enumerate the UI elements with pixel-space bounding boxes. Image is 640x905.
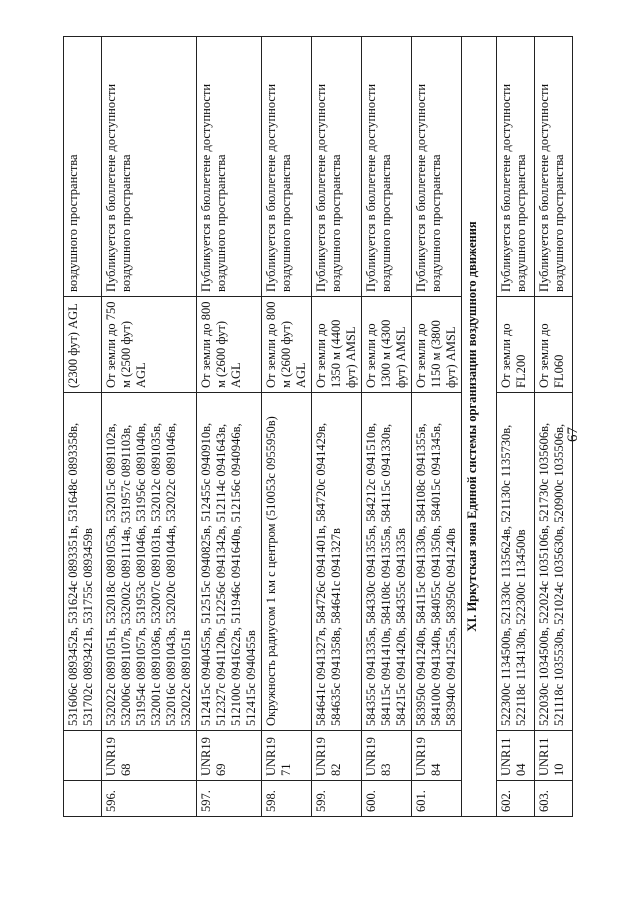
cell-num — [64, 781, 102, 817]
cell-num: 599. — [312, 781, 362, 817]
airspace-table-body — [64, 37, 573, 817]
page-number: 67 — [565, 427, 581, 442]
cell-coords — [197, 393, 262, 731]
coord-line: 512415с 0940455в — [244, 630, 258, 726]
coord-line: 522300с 1134500в, 521330с 1135624в, 521130с 1135730в, — [499, 424, 513, 726]
cell-height: От земли до FL200 — [497, 297, 535, 393]
coord-line: 521118с 1035530в, 521024с 1035630в, 520900с 1035506в, — [552, 423, 566, 726]
table-row — [197, 37, 262, 817]
table-row — [497, 37, 535, 817]
cell-note: воздушного пространства — [64, 37, 102, 297]
coord-line: 583950с 0941240в, 584115с 0941330в, 584108с 0941355в, — [414, 423, 428, 726]
coord-line: 532016с 0891043в, 532020с 0891044в, 532022с 0891046в, — [164, 422, 178, 726]
cell-coords — [497, 393, 535, 731]
coord-line: 512327с 0941120в, 512256с 0941342в, 512114с 0941643в, — [214, 423, 228, 726]
cell-height: От земли до 800 м (2600 фут) AGL — [262, 297, 312, 393]
cell-num: 601. — [412, 781, 462, 817]
coord-line: 512415с 0940455в, 512515с 0940825в, 512455с 0940910в, — [199, 422, 213, 726]
cell-num: 602. — [497, 781, 535, 817]
coord-line: 531702с 0893421в, 531755с 0893459в — [81, 528, 95, 726]
cell-num: 603. — [535, 781, 573, 817]
cell-note: Публикуется в бюллетене доступности воздушного пространства — [362, 37, 412, 297]
cell-note: Публикуется в бюллетене доступности воздушного пространства — [262, 37, 312, 297]
section-heading: XI. Иркутская зона Единой системы организации воздушного движения — [462, 37, 497, 817]
coord-line: 584215с 0941420в, 584355с 0941335в — [394, 528, 408, 726]
coord-line: 584355с 0941335в, 584330с 0941355в, 584212с 0941510в, — [364, 422, 378, 726]
cell-note: Публикуется в бюллетене доступности воздушного пространства — [412, 37, 462, 297]
coord-line: 531606с 0893452в, 531624с 0893351в, 531648с 0893358в, — [66, 422, 80, 726]
cell-coords — [362, 393, 412, 731]
coord-line: 584635с 0941358в, 584641с 0941327в — [329, 528, 343, 726]
coord-line: 522118с 1134130в, 522300с 1134500в — [514, 529, 528, 726]
cell-code: UNR1969 — [197, 731, 262, 781]
table-row — [262, 37, 312, 817]
coord-line: 584115с 0941410в, 584108с 0941355в, 584115с 0941330в, — [379, 423, 393, 726]
cell-height: От земли до 1300 м (4300 фут) AMSL — [362, 297, 412, 393]
cell-height: От земли до 1350 м (4400 фут) AMSL — [312, 297, 362, 393]
cell-coords — [262, 393, 312, 731]
cell-code: UNR1983 — [362, 731, 412, 781]
cell-coords — [312, 393, 362, 731]
cell-coords — [535, 393, 573, 731]
cell-num: 596. — [102, 781, 197, 817]
table-row — [64, 37, 102, 817]
cell-note: Публикуется в бюллетене доступности воздушного пространства — [312, 37, 362, 297]
cell-coords — [412, 393, 462, 731]
table-row — [102, 37, 197, 817]
cell-code: UNR1984 — [412, 731, 462, 781]
cell-note: Публикуется в бюллетене доступности воздушного пространства — [535, 37, 573, 297]
cell-code: UNR1968 — [102, 731, 197, 781]
cell-code: UNR1971 — [262, 731, 312, 781]
coord-line: 531954с 0891057в, 531953с 0891046в, 531956с 0891040в, — [134, 422, 148, 726]
cell-height: От земли до FL060 — [535, 297, 573, 393]
cell-height: От земли до 1150 м (3800 фут) AMSL — [412, 297, 462, 393]
coord-line: 512100с 0941622в, 511946с 0941640в, 512156с 0940946в, — [229, 423, 243, 726]
coord-line: 522030с 1034500в, 522024с 1035106в, 521730с 1035606в, — [537, 422, 551, 726]
coord-line: 532006с 0891107в, 532002с 0891114в, 531957с 0891103в, — [119, 424, 133, 726]
cell-code: UNR1982 — [312, 731, 362, 781]
coord-line: 532022с 0891051в, 532018с 0891053в, 532015с 0891102в, — [104, 423, 118, 726]
cell-coords — [102, 393, 197, 731]
cell-note: Публикуется в бюллетене доступности воздушного пространства — [102, 37, 197, 297]
table-row — [362, 37, 412, 817]
cell-code — [64, 731, 102, 781]
cell-num: 598. — [262, 781, 312, 817]
coord-line: 584641с 0941327в, 584726с 0941401в, 584720с 0941429в, — [314, 422, 328, 726]
cell-num: 600. — [362, 781, 412, 817]
airspace-table — [63, 36, 573, 817]
coord-line: 583940с 0941255в, 583950с 0941240в — [444, 528, 458, 726]
cell-note: Публикуется в бюллетене доступности воздушного пространства — [497, 37, 535, 297]
rotated-table-container — [63, 37, 573, 817]
coord-line: 532001с 0891036в, 532007с 0891031в, 532012с 0891035в, — [149, 422, 163, 726]
table-row — [312, 37, 362, 817]
cell-height: От земли до 750 м (2500 фут) AGL — [102, 297, 197, 393]
cell-height: (2300 фут) AGL — [64, 297, 102, 393]
coord-line: 532022с 0891051в — [179, 630, 193, 726]
section-row — [462, 37, 497, 817]
coord-line: 584100с 0941340в, 584055с 0941350в, 584015с 0941345в, — [429, 422, 443, 726]
cell-coords — [64, 393, 102, 731]
table-row — [412, 37, 462, 817]
cell-note: Публикуется в бюллетене доступности воздушного пространства — [197, 37, 262, 297]
cell-code: UNR1104 — [497, 731, 535, 781]
table-row — [535, 37, 573, 817]
cell-num: 597. — [197, 781, 262, 817]
coord-line: Окружность радиусом 1 км с центром (510053с 0955950в) — [264, 416, 278, 726]
cell-code: UNR1110 — [535, 731, 573, 781]
cell-height: От земли до 800 м (2600 фут) AGL — [197, 297, 262, 393]
